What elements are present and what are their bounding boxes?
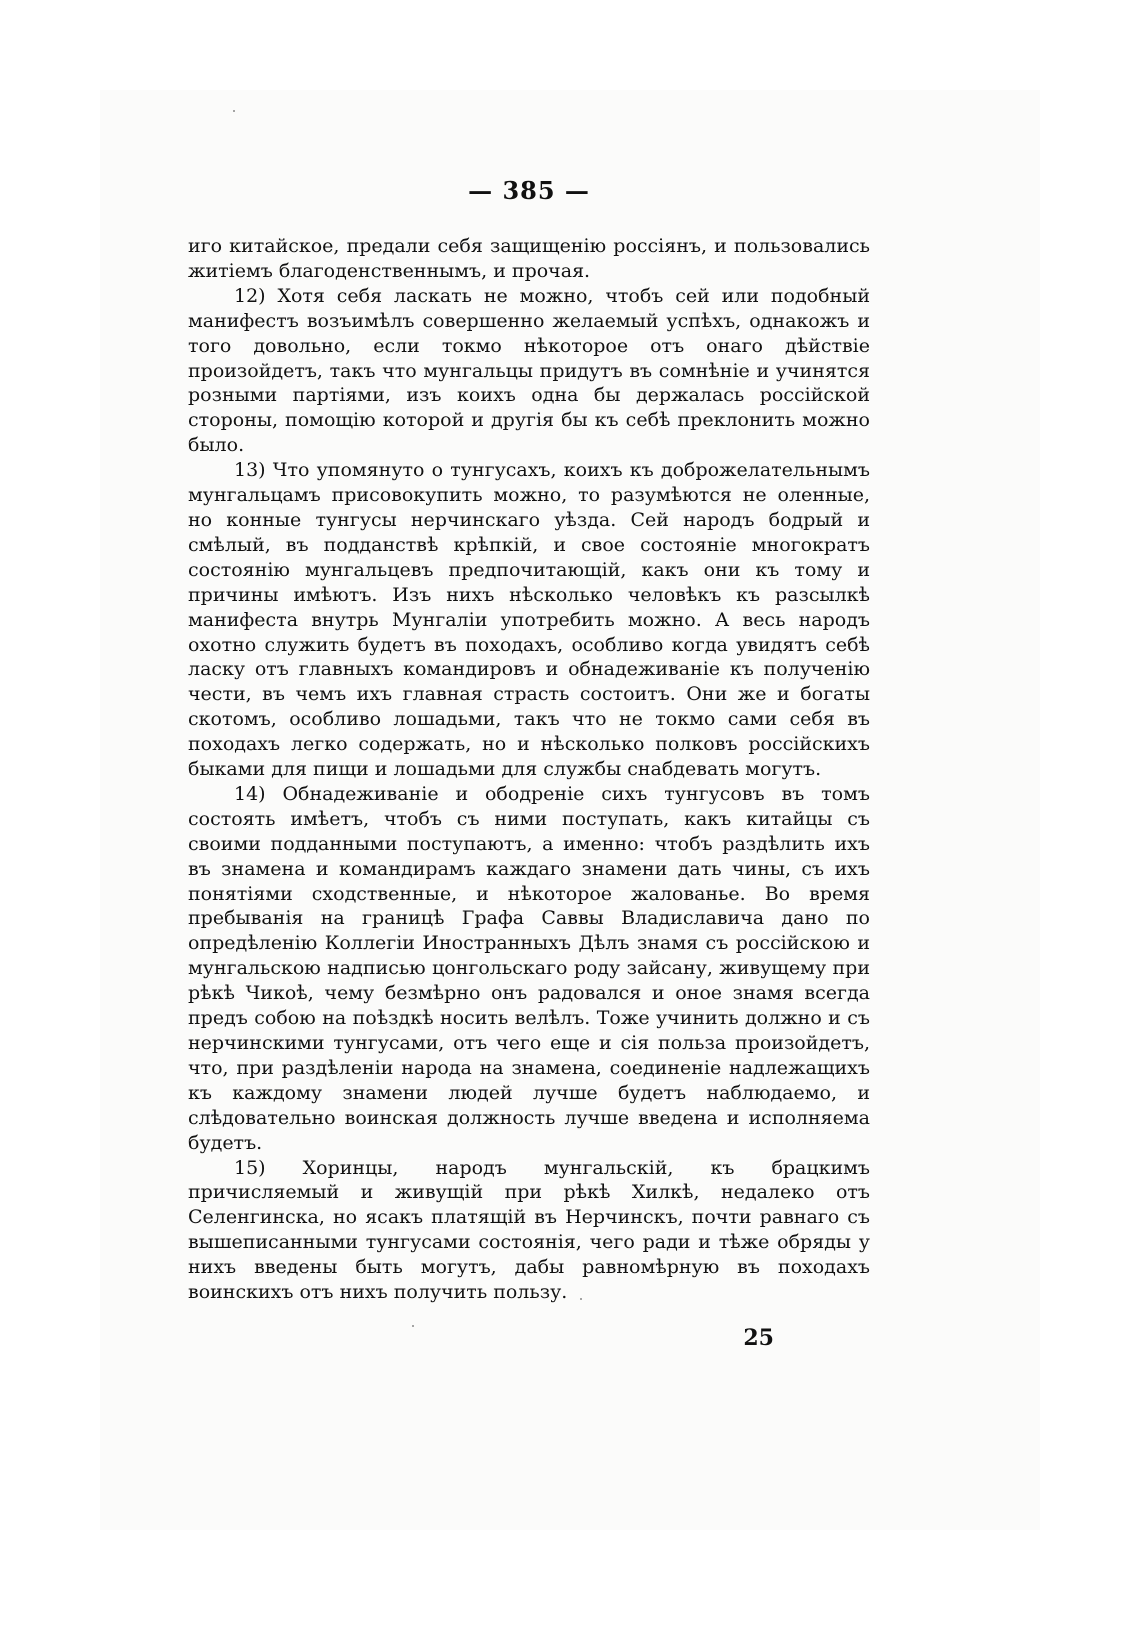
paragraph-13: 13) Что упомянуто о тунгусахъ, коихъ къ доброжелательнымъ мунгальцамъ присовокупить можно, то разумѣются не оленные, но конные тунгусы нерчинскаго уѣзда. Сей народъ бодрый и смѣлый, въ подданствѣ крѣпкій, и свое состояніе многократъ состоянію мунгальцевъ предпочитающій, какъ они къ тому и причины имѣютъ. Изъ нихъ нѣсколько человѣкъ къ разсылкѣ манифеста внутрь Мунгаліи употребить можно. А весь народъ охотно служить будетъ въ походахъ, особливо когда увидятъ себѣ ласку отъ главныхъ командировъ и обнадеживаніе къ полученію чести, въ чемъ ихъ главная страсть состоитъ. Они же и богаты скотомъ, особливо лошадьми, такъ что не токмо сами себя въ походахъ легко содержать, но и нѣсколько полковъ россійскихъ быками для пищи и лошадьми для службы снабдевать могутъ. bbox=[188, 459, 870, 781]
paragraph-continuation: иго китайское, предали себя защищенію россіянъ, и пользовались житіемъ благоденственнымъ, и прочая. bbox=[188, 235, 870, 282]
book-page bbox=[188, 160, 870, 1351]
paragraph-15: 15) Хоринцы, народъ мунгальскій, къ брацкимъ причисляемый и живущій при рѣкѣ Хилкѣ, недалеко отъ Селенгинска, но ясакъ платящій въ Нерчинскъ, почти равнаго съ вышеписанными тунгусами состоянія, чего ради и тѣже обряды у нихъ введены быть могутъ, дабы равномѣрную въ походахъ воинскихъ отъ нихъ получить пользу. bbox=[188, 1156, 870, 1304]
paragraph-14: 14) Обнадеживаніе и ободреніе сихъ тунгусовъ въ томъ состоять имѣетъ, чтобъ съ ними поступать, какъ китайцы съ своими подданными поступаютъ, а именно: чтобъ раздѣлить ихъ въ знамена и командирамъ каждаго знамени дать чины, съ ихъ понятіями сходственные, и нѣкоторое жалованье. Во время пребыванія на границѣ Графа Саввы Владиславича дано по опредѣленію Коллегіи Иностранныхъ Дѣлъ знамя съ россійскою и мунгальскою надписью цонгольскаго роду зайсану, живущему при рѣкѣ Чикоѣ, чему безмѣрно онъ радовался и оное знамя всегда предъ собою на поѣздкѣ носить велѣлъ. Тоже учинить должно и съ нерчинскими тунгусами, отъ чего еще и сія польза произойдетъ, что, при раздѣленіи народа на знамена, соединеніе надлежащихъ къ каждому знамени людей лучше будетъ наблюдаемо, и слѣдовательно воинская должность лучше введена и исполняема будетъ. bbox=[188, 782, 870, 1154]
scan-speck bbox=[233, 110, 235, 112]
page-body bbox=[188, 234, 870, 1305]
signature-mark: 25 bbox=[743, 1324, 774, 1351]
paragraph-12: 12) Хотя себя ласкать не можно, чтобъ сей или подобный манифестъ возъимѣлъ совершенно желаемый успѣхъ, однакожъ и того довольно, если токмо нѣкоторое отъ онаго дѣйствіе произойдетъ, такъ что мунгальцы придутъ въ сомнѣніе и учинятся розными партіями, изъ коихъ одна бы держалась россійской стороны, помощію которой и другія бы къ себѣ преклонить можно было. bbox=[188, 284, 870, 457]
page-number: — 385 — bbox=[468, 176, 590, 205]
